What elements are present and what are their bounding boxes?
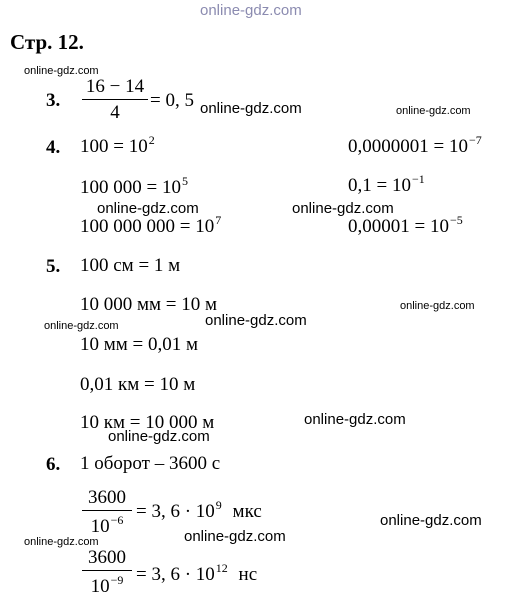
watermark: online-gdz.com: [205, 312, 307, 329]
result-3: = 0, 5: [150, 90, 194, 111]
fraction-bar: [82, 570, 132, 571]
fraction-numerator: 3600: [88, 547, 126, 568]
unit-conversion-line: 10 000 мм = 10 м: [80, 294, 218, 315]
watermark: online-gdz.com: [400, 300, 475, 312]
rotation-line: 1 оборот – 3600 с: [80, 453, 221, 474]
item-number-5: 5.: [46, 256, 61, 277]
watermark: online-gdz.com: [200, 100, 302, 117]
watermark-top: online-gdz.com: [200, 2, 302, 19]
fraction-6a: [82, 488, 132, 536]
page-title: Стр. 12.: [10, 30, 84, 54]
power-eq-left: $100 = 10^2$: [80, 133, 155, 157]
watermark: online-gdz.com: [304, 411, 406, 428]
unit-conversion-line: 100 см = 1 м: [80, 255, 181, 276]
item-number-4: 4.: [46, 137, 61, 158]
unit-conversion-line: 10 мм = 0,01 м: [80, 334, 199, 355]
watermark: online-gdz.com: [24, 65, 99, 77]
result-6b: = 3, $6 \cdot 10^{12}$ нс: [136, 561, 258, 585]
fraction-denominator: $10^{-9}$: [90, 573, 124, 597]
watermark: online-gdz.com: [44, 320, 119, 332]
watermark: online-gdz.com: [24, 536, 99, 548]
unit-conversion-line: 0,01 км = 10 м: [80, 374, 196, 395]
power-eq-right: $0,0000001 = 10^{-7}$: [348, 133, 482, 157]
item-number-6: 6.: [46, 454, 61, 475]
watermark: online-gdz.com: [292, 200, 394, 217]
watermark: online-gdz.com: [108, 428, 210, 445]
watermark: online-gdz.com: [396, 105, 471, 117]
item-number-3: 3.: [46, 90, 61, 111]
unit-conversion-line: 10 км = 10 000 м: [80, 412, 215, 433]
fraction-bar: [82, 510, 132, 511]
result-6a: = 3, $6 \cdot 10^9$ мкс: [136, 498, 262, 522]
fraction-denominator: $10^{-6}$: [90, 513, 124, 537]
fraction-bar: [82, 99, 148, 100]
power-eq-right: $0,00001 = 10^{-5}$: [348, 213, 463, 237]
fraction-6b: [82, 548, 132, 596]
fraction-numerator: 3600: [88, 487, 126, 508]
watermark: online-gdz.com: [380, 512, 482, 529]
watermark: online-gdz.com: [184, 528, 286, 545]
fraction-numerator: 16 − 14: [85, 76, 145, 97]
power-eq-left: 100 000 $000 = 10^7$: [80, 213, 222, 237]
fraction-denominator: 4: [110, 102, 120, 123]
power-eq-right: $0,1 = 10^{-1}$: [348, 172, 425, 196]
watermark: online-gdz.com: [97, 200, 199, 217]
fraction-3: [82, 77, 148, 122]
power-eq-left: 100 $000 = 10^5$: [80, 174, 188, 198]
